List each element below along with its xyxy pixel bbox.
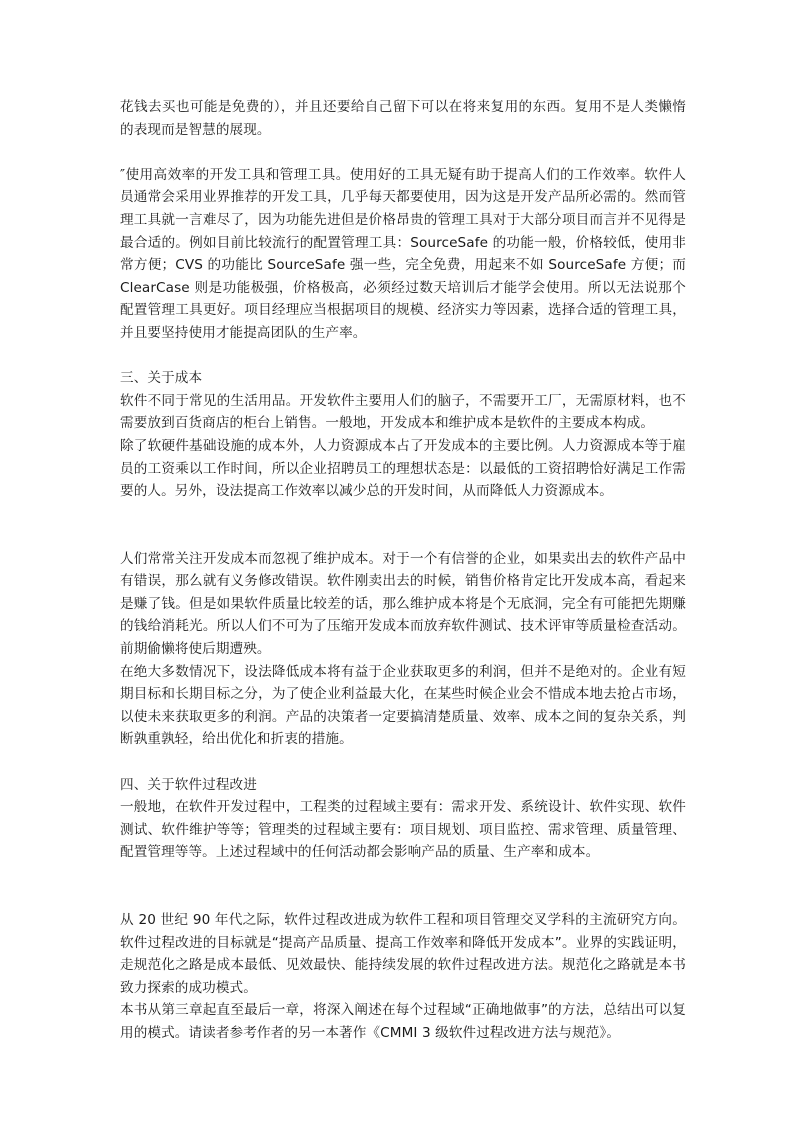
paragraph-process-areas: 一般地，在软件开发过程中，工程类的过程域主要有：需求开发、系统设计、软件实现、软件测试、软件维护等等；管理类的过程域主要有：项目规划、项目监控、需求管理、质量管理、配置管理等等。上述过程域中的任何活动都会影响产品的质量、生产率和成本。	[120, 799, 686, 861]
section-heading-cost: 三、关于成本	[120, 370, 203, 387]
paragraph-reuse: 花钱去买也可能是免费的），并且还要给自己留下可以在将来复用的东西。复用不是人类懒惰的表现而是智慧的展现。	[120, 99, 686, 138]
spacer	[120, 503, 686, 548]
paragraph-tools: ″使用高效率的开发工具和管理工具。使用好的工具无疑有助于提高人们的工作效率。软件人员通常会采用业界推荐的开发工具，几乎每天都要使用，因为这是开发产品所必需的。然而管理工具就一言难尽了，因为功能先进但是价格昂贵的管理工具对于大部分项目而言并不见得是最合适的。例如目前比较流行的配置管理工具：SourceSafe 的功能一般，价格较低，使用非常方便；CVS 的功能比 SourceSafe 强一些，完全免费，用起来不如 SourceSafe 方便；而 ClearCase 则是功能极强，价格极高，必须经过数天培训后才能学会使用。所以无法说那个配置管理工具更好。项目经理应当根据项目的规模、经济实力等因素，选择合适的管理工具，并且要坚持使用才能提高团队的生产率。	[120, 166, 686, 341]
paragraph-hr-cost: 除了软硬件基础设施的成本外，人力资源成本占了开发成本的主要比例。人力资源成本等于雇员的工资乘以工作时间，所以企业招聘员工的理想状态是：以最低的工资招聘恰好满足工作需要的人。另外，设法提高工作效率以减少总的开发时间，从而降低人力资源成本。	[120, 437, 686, 500]
paragraph-cost-intro: 软件不同于常见的生活用品。开发软件主要用人们的脑子，不需要开工厂，无需原材料，也不需要放到百货商店的柜台上销售。一般地，开发成本和维护成本是软件的主要成本构成。	[120, 392, 686, 432]
spacer	[120, 751, 686, 774]
document-body	[120, 96, 686, 1045]
paragraph-book-outline: 本书从第三章起直至最后一章，将深入阐述在每个过程域“正确地做事”的方法，总结出可以复用的模式。请读者参考作者的另一本著作《CMMI 3 级软件过程改进方法与规范》。	[120, 1002, 686, 1041]
paragraph-spi-history: 从 20 世纪 90 年代之际，软件过程改进成为软件工程和项目管理交叉学科的主流研究方向。软件过程改进的目标就是“提高产品质量、提高工作效率和降低开发成本”。业界的实践证明，走规范化之路是成本最低、见效最快、能持续发展的软件过程改进方法。规范化之路就是本书致力探索的成功模式。	[120, 912, 686, 996]
spacer	[120, 141, 686, 164]
spacer	[120, 345, 686, 368]
section-heading-process: 四、关于软件过程改进	[120, 776, 257, 793]
paragraph-maintenance-cost: 人们常常关注开发成本而忽视了维护成本。对于一个有信誉的企业，如果卖出去的软件产品中有错误，那么就有义务修改错误。软件刚卖出去的时候，销售价格肯定比开发成本高，看起来是赚了钱。但是如果软件质量比较差的话，那么维护成本将是个无底洞，完全有可能把先期赚的钱给消耗光。所以人们不可为了压缩开发成本而放弃软件测试、技术评审等质量检查活动。前期偷懒将使后期遭殃。	[120, 550, 686, 658]
paragraph-profit: 在绝大多数情况下，设法降低成本将有益于企业获取更多的利润，但并不是绝对的。企业有短期目标和长期目标之分，为了使企业利益最大化，在某些时候企业会不惜成本地去抢占市场，以使未来获取更多的利润。产品的决策者一定要搞清楚质量、效率、成本之间的复杂关系，判断孰重孰轻，给出优化和折衷的措施。	[120, 663, 686, 748]
spacer	[120, 864, 686, 909]
